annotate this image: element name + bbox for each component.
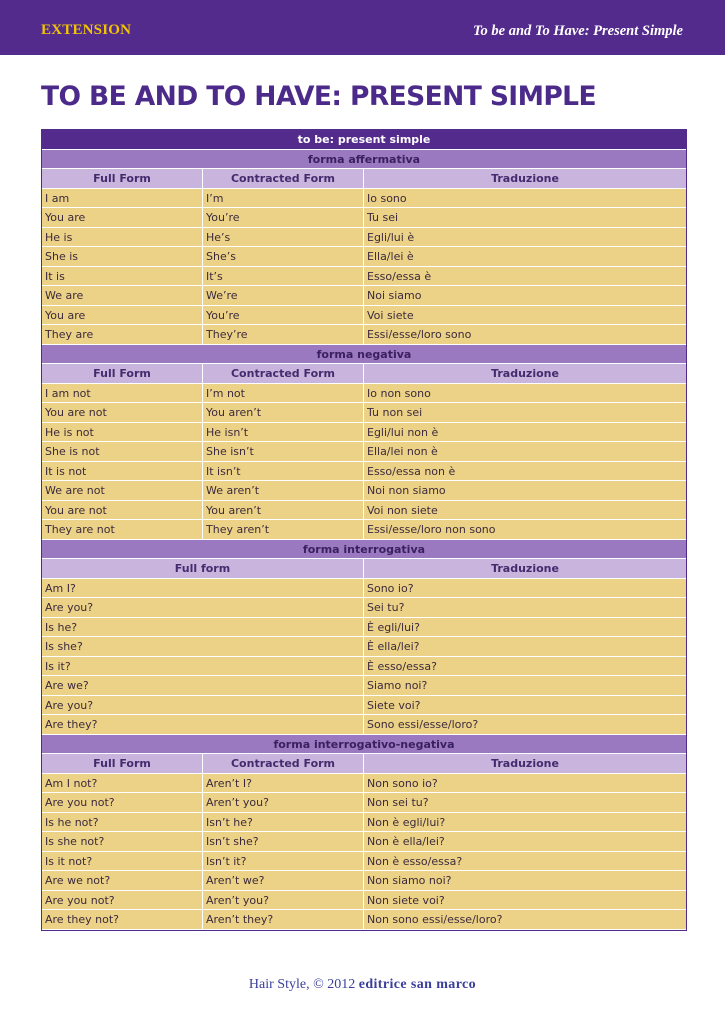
table-row — [42, 403, 686, 423]
column-header-full-form: Full Form — [42, 364, 203, 384]
contracted-form-cell: Isn’t she? — [203, 832, 364, 852]
footer-brand: editrice san marco — [358, 977, 477, 992]
traduzione-cell: Esso/essa è — [364, 267, 686, 287]
full-form-cell: It is not — [42, 462, 203, 482]
traduzione-cell: Non è esso/essa? — [364, 852, 686, 872]
traduzione-cell: Non sono io? — [364, 774, 686, 794]
header-page-topic: To be and To Have: Present Simple — [473, 23, 683, 39]
section-title: forma negativa — [42, 345, 686, 365]
table-row — [42, 228, 686, 248]
full-form-cell: Are we not? — [42, 871, 203, 891]
full-form-cell: Is it? — [42, 657, 364, 677]
contracted-form-cell: Isn’t he? — [203, 813, 364, 833]
traduzione-cell: È egli/lui? — [364, 618, 686, 638]
full-form-cell: Is she? — [42, 637, 364, 657]
full-form-cell: Is it not? — [42, 852, 203, 872]
page-title: TO BE AND TO HAVE: PRESENT SIMPLE — [41, 81, 596, 112]
full-form-cell: Are you? — [42, 696, 364, 716]
traduzione-cell: Esso/essa non è — [364, 462, 686, 482]
full-form-cell: Are you not? — [42, 793, 203, 813]
table-row — [42, 520, 686, 540]
traduzione-cell: Tu sei — [364, 208, 686, 228]
table-row — [42, 832, 686, 852]
column-header-contracted-form: Contracted Form — [203, 169, 364, 189]
full-form-cell: They are — [42, 325, 203, 345]
full-form-cell: It is — [42, 267, 203, 287]
header-bar — [0, 0, 725, 55]
table-row — [42, 715, 686, 735]
contracted-form-cell: Aren’t we? — [203, 871, 364, 891]
traduzione-cell: Voi non siete — [364, 501, 686, 521]
contracted-form-cell: It’s — [203, 267, 364, 287]
column-header-row — [42, 364, 686, 384]
contracted-form-cell: He isn’t — [203, 423, 364, 443]
table-row — [42, 306, 686, 326]
column-header-full-form: Full Form — [42, 754, 203, 774]
full-form-cell: We are — [42, 286, 203, 306]
full-form-cell: You are — [42, 208, 203, 228]
traduzione-cell: È esso/essa? — [364, 657, 686, 677]
column-header-full-form: Full Form — [42, 169, 203, 189]
traduzione-cell: Sono essi/esse/loro? — [364, 715, 686, 735]
traduzione-cell: Tu non sei — [364, 403, 686, 423]
table-row — [42, 657, 686, 677]
traduzione-cell: Non è egli/lui? — [364, 813, 686, 833]
full-form-cell: I am — [42, 189, 203, 209]
column-header-traduzione: Traduzione — [364, 754, 686, 774]
table-row — [42, 871, 686, 891]
traduzione-cell: Essi/esse/loro non sono — [364, 520, 686, 540]
table-row — [42, 501, 686, 521]
section-title-row — [42, 150, 686, 170]
traduzione-cell: Noi siamo — [364, 286, 686, 306]
table-row — [42, 384, 686, 404]
full-form-cell: Are you not? — [42, 891, 203, 911]
table-row — [42, 774, 686, 794]
traduzione-cell: Egli/lui non è — [364, 423, 686, 443]
full-form-cell: They are not — [42, 520, 203, 540]
table-row — [42, 891, 686, 911]
full-form-cell: She is — [42, 247, 203, 267]
table-row — [42, 676, 686, 696]
table-title-row — [42, 130, 686, 150]
table-row — [42, 598, 686, 618]
column-header-traduzione: Traduzione — [364, 364, 686, 384]
contracted-form-cell: We’re — [203, 286, 364, 306]
contracted-form-cell: Aren’t you? — [203, 793, 364, 813]
section-title-row — [42, 345, 686, 365]
table-row — [42, 618, 686, 638]
contracted-form-cell: You’re — [203, 208, 364, 228]
traduzione-cell: Sei tu? — [364, 598, 686, 618]
table-row — [42, 852, 686, 872]
table-row — [42, 637, 686, 657]
table-row — [42, 325, 686, 345]
traduzione-cell: Sono io? — [364, 579, 686, 599]
full-form-cell: Are you? — [42, 598, 364, 618]
table-row — [42, 286, 686, 306]
column-header-contracted-form: Contracted Form — [203, 754, 364, 774]
contracted-form-cell: Aren’t you? — [203, 891, 364, 911]
header-section-label: EXTENSION — [41, 22, 132, 38]
table-row — [42, 267, 686, 287]
full-form-cell: Is he not? — [42, 813, 203, 833]
column-header-contracted-form: Contracted Form — [203, 364, 364, 384]
traduzione-cell: Siete voi? — [364, 696, 686, 716]
column-header-traduzione: Traduzione — [364, 169, 686, 189]
contracted-form-cell: Aren’t I? — [203, 774, 364, 794]
traduzione-cell: È ella/lei? — [364, 637, 686, 657]
contracted-form-cell: I’m not — [203, 384, 364, 404]
table-row — [42, 442, 686, 462]
footer-copyright: Hair Style, © 2012 — [248, 977, 356, 992]
traduzione-cell: Non è ella/lei? — [364, 832, 686, 852]
column-header-row — [42, 559, 686, 579]
contracted-form-cell: She’s — [203, 247, 364, 267]
contracted-form-cell: You aren’t — [203, 501, 364, 521]
contracted-form-cell: They aren’t — [203, 520, 364, 540]
full-form-cell: You are not — [42, 403, 203, 423]
traduzione-cell: Io sono — [364, 189, 686, 209]
table-row — [42, 247, 686, 267]
traduzione-cell: Non sono essi/esse/loro? — [364, 910, 686, 930]
section-title-row — [42, 735, 686, 755]
section-title: forma affermativa — [42, 150, 686, 170]
full-form-cell: She is not — [42, 442, 203, 462]
traduzione-cell: Non siete voi? — [364, 891, 686, 911]
table-row — [42, 423, 686, 443]
table-row — [42, 696, 686, 716]
column-header-row — [42, 754, 686, 774]
full-form-cell: Is he? — [42, 618, 364, 638]
full-form-cell: You are — [42, 306, 203, 326]
traduzione-cell: Essi/esse/loro sono — [364, 325, 686, 345]
table-row — [42, 481, 686, 501]
section-title: forma interrogativa — [42, 540, 686, 560]
table-row — [42, 910, 686, 930]
contracted-form-cell: She isn’t — [203, 442, 364, 462]
table-row — [42, 208, 686, 228]
table-row — [42, 189, 686, 209]
full-form-cell: You are not — [42, 501, 203, 521]
contracted-form-cell: He’s — [203, 228, 364, 248]
table-row — [42, 793, 686, 813]
column-header-traduzione: Traduzione — [364, 559, 686, 579]
section-title-row — [42, 540, 686, 560]
traduzione-cell: Non sei tu? — [364, 793, 686, 813]
contracted-form-cell: Isn’t it? — [203, 852, 364, 872]
traduzione-cell: Siamo noi? — [364, 676, 686, 696]
full-form-cell: Are they? — [42, 715, 364, 735]
contracted-form-cell: Aren’t they? — [203, 910, 364, 930]
traduzione-cell: Egli/lui è — [364, 228, 686, 248]
column-header-full-form: Full form — [42, 559, 364, 579]
grammar-table — [41, 129, 687, 931]
section-title: forma interrogativo-negativa — [42, 735, 686, 755]
full-form-cell: We are not — [42, 481, 203, 501]
column-header-row — [42, 169, 686, 189]
contracted-form-cell: You aren’t — [203, 403, 364, 423]
full-form-cell: Am I? — [42, 579, 364, 599]
full-form-cell: He is — [42, 228, 203, 248]
traduzione-cell: Ella/lei non è — [364, 442, 686, 462]
contracted-form-cell: I’m — [203, 189, 364, 209]
full-form-cell: Am I not? — [42, 774, 203, 794]
contracted-form-cell: It isn’t — [203, 462, 364, 482]
traduzione-cell: Non siamo noi? — [364, 871, 686, 891]
full-form-cell: Are we? — [42, 676, 364, 696]
table-title: to be: present simple — [42, 130, 686, 150]
traduzione-cell: Voi siete — [364, 306, 686, 326]
contracted-form-cell: We aren’t — [203, 481, 364, 501]
contracted-form-cell: You’re — [203, 306, 364, 326]
traduzione-cell: Io non sono — [364, 384, 686, 404]
contracted-form-cell: They’re — [203, 325, 364, 345]
traduzione-cell: Noi non siamo — [364, 481, 686, 501]
table-row — [42, 462, 686, 482]
table-row — [42, 813, 686, 833]
full-form-cell: Is she not? — [42, 832, 203, 852]
traduzione-cell: Ella/lei è — [364, 247, 686, 267]
table-row — [42, 579, 686, 599]
full-form-cell: He is not — [42, 423, 203, 443]
footer — [0, 977, 725, 993]
full-form-cell: Are they not? — [42, 910, 203, 930]
full-form-cell: I am not — [42, 384, 203, 404]
